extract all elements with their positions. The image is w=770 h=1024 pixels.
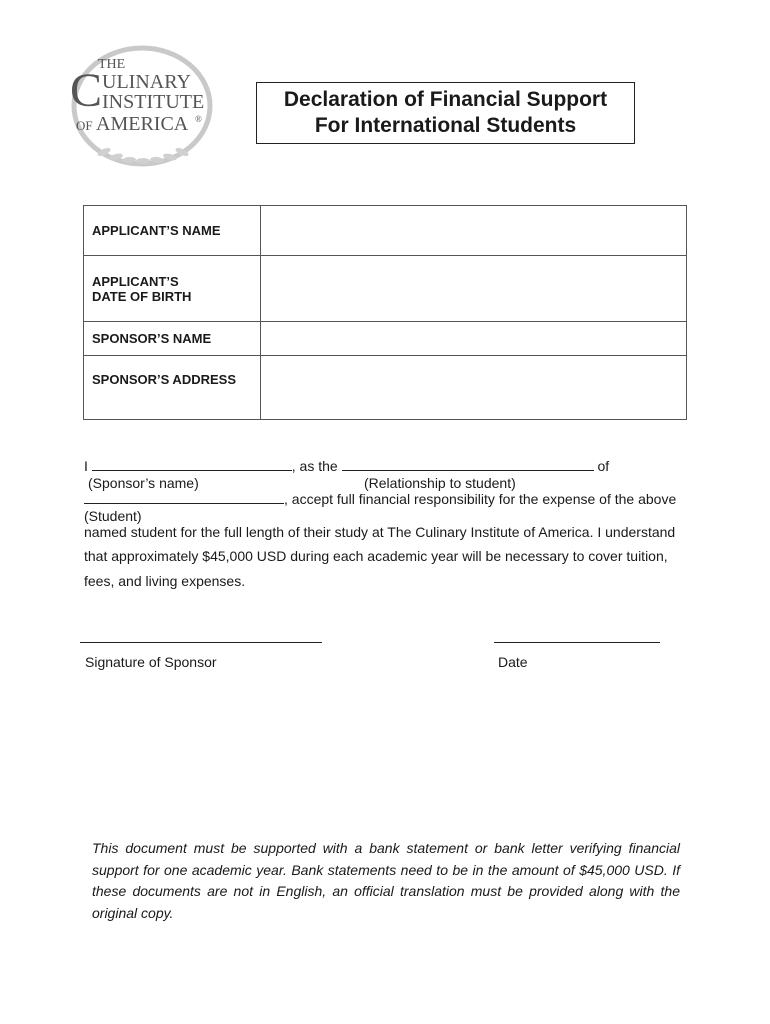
table-row-applicant-dob	[84, 256, 687, 322]
applicant-dob-field[interactable]	[261, 256, 687, 322]
student-hint: (Student)	[84, 508, 142, 524]
svg-text:ULINARY: ULINARY	[102, 71, 191, 93]
applicant-name-field[interactable]	[261, 206, 687, 256]
applicant-info-table	[83, 205, 687, 420]
table-row-sponsor-name	[84, 322, 687, 356]
declaration-of: of	[597, 458, 610, 474]
svg-text:THE: THE	[98, 57, 126, 72]
date-label: Date	[498, 654, 528, 670]
table-row-applicant-name	[84, 206, 687, 256]
sponsor-name-hint: (Sponsor’s name)	[88, 475, 199, 491]
sponsor-signature-label: Signature of Sponsor	[85, 654, 217, 670]
date-line[interactable]	[494, 642, 660, 643]
declaration-line-6: fees, and living expenses.	[84, 573, 246, 589]
sponsor-address-label: SPONSOR’S ADDRESS	[84, 356, 261, 420]
applicant-name-label: APPLICANT’S NAME	[84, 206, 261, 256]
declaration-line-5: that approximately $45,000 USD during each academic year will be necessary to cover tuition,	[84, 548, 668, 564]
declaration-line-2	[84, 491, 676, 507]
title-line-1: Declaration of Financial Support	[283, 88, 608, 111]
declaration-accept: , accept full financial responsibility for the expense of the above	[284, 491, 677, 507]
cia-logo	[64, 44, 214, 168]
svg-text:AMERICA: AMERICA	[96, 113, 189, 135]
cia-seal-graphic	[64, 44, 214, 168]
relationship-blank[interactable]	[342, 458, 594, 471]
document-title	[256, 82, 635, 144]
sponsor-signature-line[interactable]	[80, 642, 322, 643]
declaration-line-4: named student for the full length of their study at The Culinary Institute of America. I understand	[84, 524, 676, 540]
sponsor-name-blank[interactable]	[92, 458, 292, 471]
sponsor-address-field[interactable]	[261, 356, 687, 420]
svg-text:®: ®	[195, 114, 202, 124]
sponsor-name-field[interactable]	[261, 322, 687, 356]
applicant-dob-label-line-1: APPLICANT’S	[92, 273, 179, 289]
title-line-2: For International Students	[314, 114, 577, 137]
declaration-i: I	[84, 458, 88, 474]
declaration-line-1	[84, 458, 609, 474]
student-name-blank[interactable]	[84, 491, 284, 504]
svg-text:OF: OF	[76, 118, 93, 133]
svg-text:INSTITUTE: INSTITUTE	[102, 91, 205, 113]
footer-note: This document must be supported with a bank statement or bank letter verifying financial support for one academic year. Bank statements need to be in the amount of $45,000 USD. If these documents are not in English, an official translation must be provided along with the original copy.	[92, 840, 680, 921]
table-row-sponsor-address	[84, 356, 687, 420]
relationship-hint: (Relationship to student)	[364, 475, 516, 491]
svg-text:C: C	[70, 64, 103, 117]
applicant-dob-label-line-2: DATE OF BIRTH	[92, 288, 192, 304]
sponsor-name-label: SPONSOR’S NAME	[84, 322, 261, 356]
applicant-dob-label	[84, 256, 261, 322]
declaration-as-the: , as the	[291, 458, 338, 474]
